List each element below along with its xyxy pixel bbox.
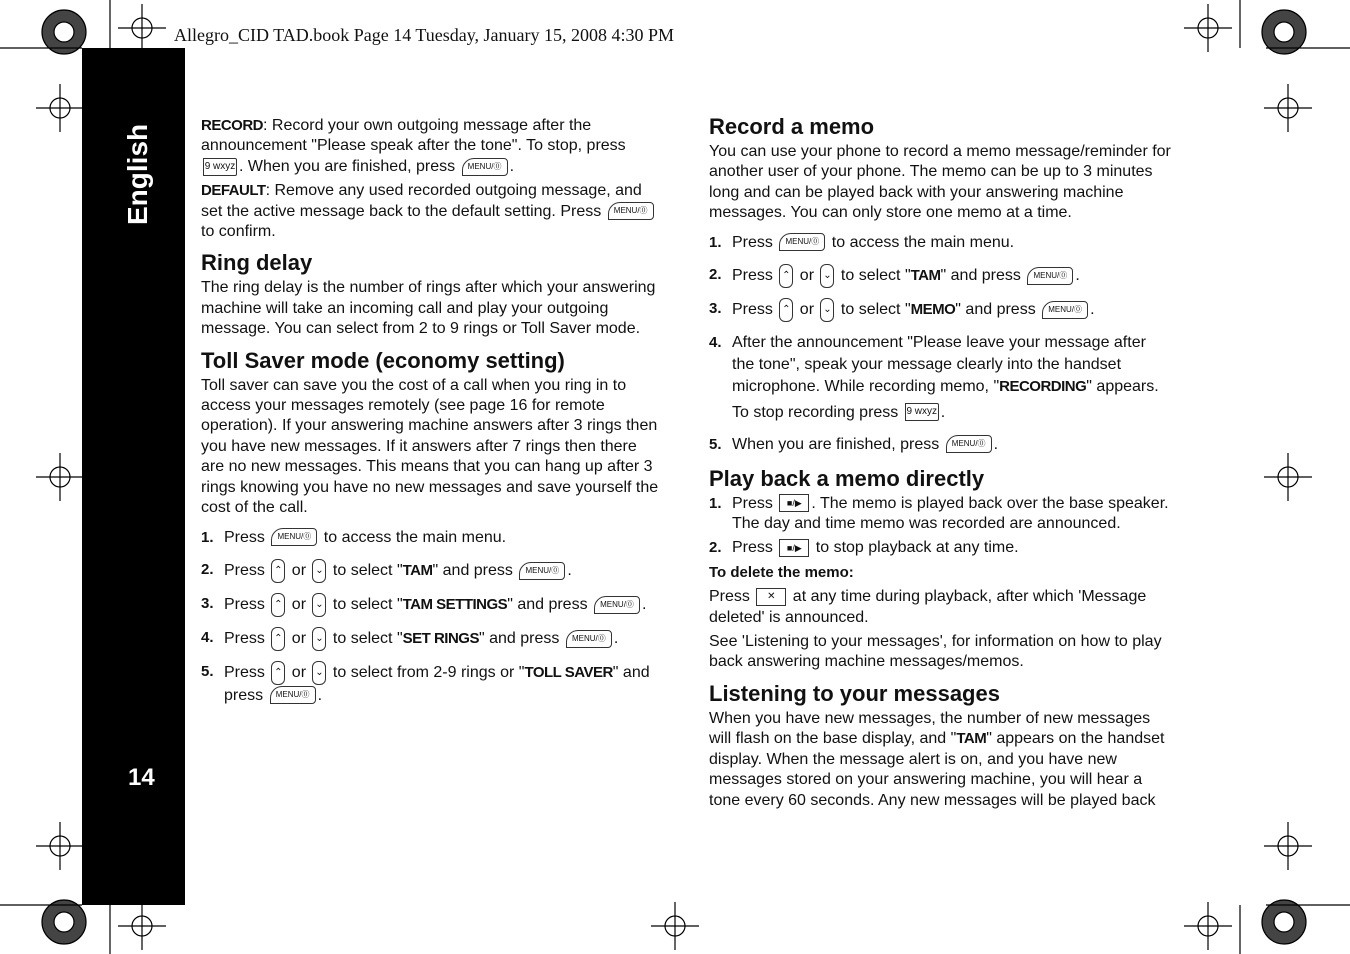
step-text: " and press [224,663,650,704]
step-text: . [567,561,572,579]
record-memo-heading: Record a memo [709,114,875,139]
step-text: or [287,561,311,579]
menu-key-icon: MENU/⓪ [1027,267,1073,285]
toll-saver-steps [201,527,663,707]
delete-text: Press [709,588,755,606]
delete-memo-text [709,587,1171,628]
ring-delay-text: The ring delay is the number of rings after which your answering machine will take an incoming call and play your outgoing message. You can select from 2 to 9 rings or Toll Saver mode. [201,279,656,338]
step-text: " and press [432,561,518,579]
record-memo-text: You can use your phone to record a memo message/reminder for another user of your phone. The memo can be up to 3 minutes long and can be played back with your answering machine messages. You can only store one memo at a time. [709,143,1171,222]
step-text: or [287,629,311,647]
list-item [201,559,663,583]
menu-key-icon: MENU/⓪ [519,562,565,580]
down-arrow-key-icon: ⌄ [312,593,326,617]
menu-key-icon: MENU/⓪ [779,233,825,251]
step-text: . [317,686,323,704]
step-text: Press [732,266,778,284]
step-number: 4. [201,628,214,646]
step-text: to stop playback at any time. [811,539,1019,557]
menu-key-icon: MENU/⓪ [566,630,612,648]
step-text: or [287,595,311,613]
step-number: 2. [709,539,722,557]
step-text: " appears. [1086,377,1159,395]
list-item [709,538,1171,558]
menu-item-name: TAM [402,561,433,579]
menu-item-name: TAM [956,730,987,748]
step-text: . [940,403,946,421]
record-text: : Record your own outgoing message after the announcement "Please speak after the tone". To stop, press [201,117,626,155]
print-header: Allegro_CID TAD.book Page 14 Tuesday, January 15, 2008 4:30 PM [174,25,675,45]
menu-item-name: RECORDING [999,377,1087,395]
step-number: 5. [709,435,722,453]
menu-item-name: MEMO [910,300,956,318]
menu-key-icon: MENU/⓪ [270,686,316,704]
list-item [201,627,663,651]
step-text: Press [224,528,270,546]
step-text: Press [224,595,270,613]
ring-delay-heading: Ring delay [201,250,313,276]
up-arrow-key-icon: ⌃ [271,593,285,617]
step-number: 3. [709,299,722,317]
listening-text-part: " appears on the handset display. When the message alert is on, and you have new messages stored on your answering machine, you will hear a tone every 60 seconds. Any new messages will be played back [709,730,1165,809]
step-text: Press [732,539,778,557]
toll-saver-text: Toll saver can save you the cost of a call when you ring in to access your messages remotely (see page 16 for remote operation). If your answering machine answers after 3 rings then you have new messages. If it answers after 7 rings then there are no new messages. This means that you can hang up after 3 rings knowing you have no new messages and save yourself the cost of the call. [201,376,659,517]
delete-memo-label-colon: : [848,563,854,581]
list-item [709,232,1171,254]
play-memo-heading: Play back a memo directly [709,465,985,491]
record-text: . When you are finished, press [239,157,460,175]
step-number: 3. [201,594,214,612]
menu-key-icon: MENU/⓪ [946,435,992,453]
up-arrow-key-icon: ⌃ [271,559,285,583]
delete-text: at any time during playback, after which 'Message deleted' is announced. [709,588,1147,626]
step-text: Press [732,494,778,512]
down-arrow-key-icon: ⌄ [312,661,326,685]
step-text: or [795,300,819,318]
default-text: to confirm. [201,223,276,241]
step-text: Press [732,300,778,318]
delete-memo-label [709,563,1171,583]
step-number: 2. [709,265,722,283]
nine-key-icon: 9 wxyz [203,158,237,176]
delete-key-icon: ✕ [756,588,786,606]
left-column [201,116,663,717]
step-text: or [287,663,311,681]
step-text: " and press [507,595,593,613]
step-text: to access the main menu. [319,528,507,546]
record-label: RECORD [201,117,264,134]
step-text: To stop recording press [732,403,903,421]
toll-saver-heading: Toll Saver mode (economy setting) [201,347,565,373]
menu-key-icon: MENU/⓪ [594,596,640,614]
menu-key-icon: MENU/⓪ [271,528,317,546]
listening-heading: Listening to your messages [709,680,1000,706]
step-text: . [613,629,619,647]
down-arrow-key-icon: ⌄ [820,264,834,288]
menu-key-icon: MENU/⓪ [462,158,508,176]
step-number: 1. [709,494,722,512]
step-text: . The memo is played back over the base speaker. The day and time memo was recorded are announced. [732,494,1169,533]
list-item [709,298,1171,322]
play-key-icon: ■/▶ [779,494,809,512]
up-arrow-key-icon: ⌃ [779,298,793,322]
default-text: : Remove any used recorded outgoing message, and set the active message back to the default setting. Press [201,182,642,220]
list-item [201,527,663,549]
nine-key-icon: 9 wxyz [905,403,939,421]
step-text: . [1090,300,1095,318]
default-option [201,181,663,242]
up-arrow-key-icon: ⌃ [271,661,285,685]
step-text: After the announcement "Please leave your message after the tone", speak your message clearly into the handset microphone. While recording memo, " [732,333,1146,395]
record-text: . [509,157,515,175]
step-number: 2. [201,560,214,578]
list-item [709,332,1171,424]
down-arrow-key-icon: ⌄ [820,298,834,322]
step-text: When you are finished, press [732,435,944,453]
step-text: to select " [328,561,403,579]
up-arrow-key-icon: ⌃ [271,627,285,651]
step-text: to select " [836,266,911,284]
list-item [709,434,1171,456]
up-arrow-key-icon: ⌃ [779,264,793,288]
language-label: English [122,123,153,225]
page-number: 14 [128,764,155,791]
down-arrow-key-icon: ⌄ [312,627,326,651]
delete-memo-label-text: To delete the memo [709,563,849,581]
menu-key-icon: MENU/⓪ [1042,301,1088,319]
step-number: 5. [201,662,214,680]
menu-key-icon: MENU/⓪ [608,202,654,220]
step-text: Press [224,663,270,681]
default-label: DEFAULT [201,182,266,200]
step-text: . [1075,266,1080,284]
step-text: " and press [955,300,1041,318]
menu-item-name: TAM [910,266,941,284]
step-text: Press [224,629,270,647]
list-item [201,593,663,617]
right-column [709,114,1171,815]
step-text: to select from 2-9 rings or " [328,663,525,681]
step-text: " and press [940,266,1026,284]
play-key-icon: ■/▶ [779,539,809,557]
record-memo-steps [709,232,1171,456]
step-number: 1. [201,528,214,546]
record-option [201,116,663,177]
step-text: to select " [328,595,403,613]
stop-recording-line [732,402,1171,424]
listening-text-part: When you have new messages, the number of new messages will flash on the base display, and " [709,709,1151,748]
list-item [709,494,1171,535]
step-number: 1. [709,233,722,251]
step-text: to select " [836,300,911,318]
menu-item-name: TAM SETTINGS [402,595,508,613]
play-memo-steps [709,494,1171,559]
list-item [709,264,1171,288]
step-text: to access the main menu. [827,233,1015,251]
list-item [201,661,663,707]
step-text: . [642,595,647,613]
step-text: . [993,435,999,453]
see-listening-text: See 'Listening to your messages', for information on how to play back answering machine messages/memos. [709,633,1162,671]
step-text: " and press [478,629,564,647]
menu-item-name: TOLL SAVER [524,663,613,681]
step-number: 4. [709,333,722,351]
menu-item-name: SET RINGS [402,629,479,647]
step-text: or [795,266,819,284]
step-text: to select " [328,629,403,647]
listening-text [709,709,1171,811]
down-arrow-key-icon: ⌄ [312,559,326,583]
step-text: Press [732,233,778,251]
step-text: Press [224,561,270,579]
